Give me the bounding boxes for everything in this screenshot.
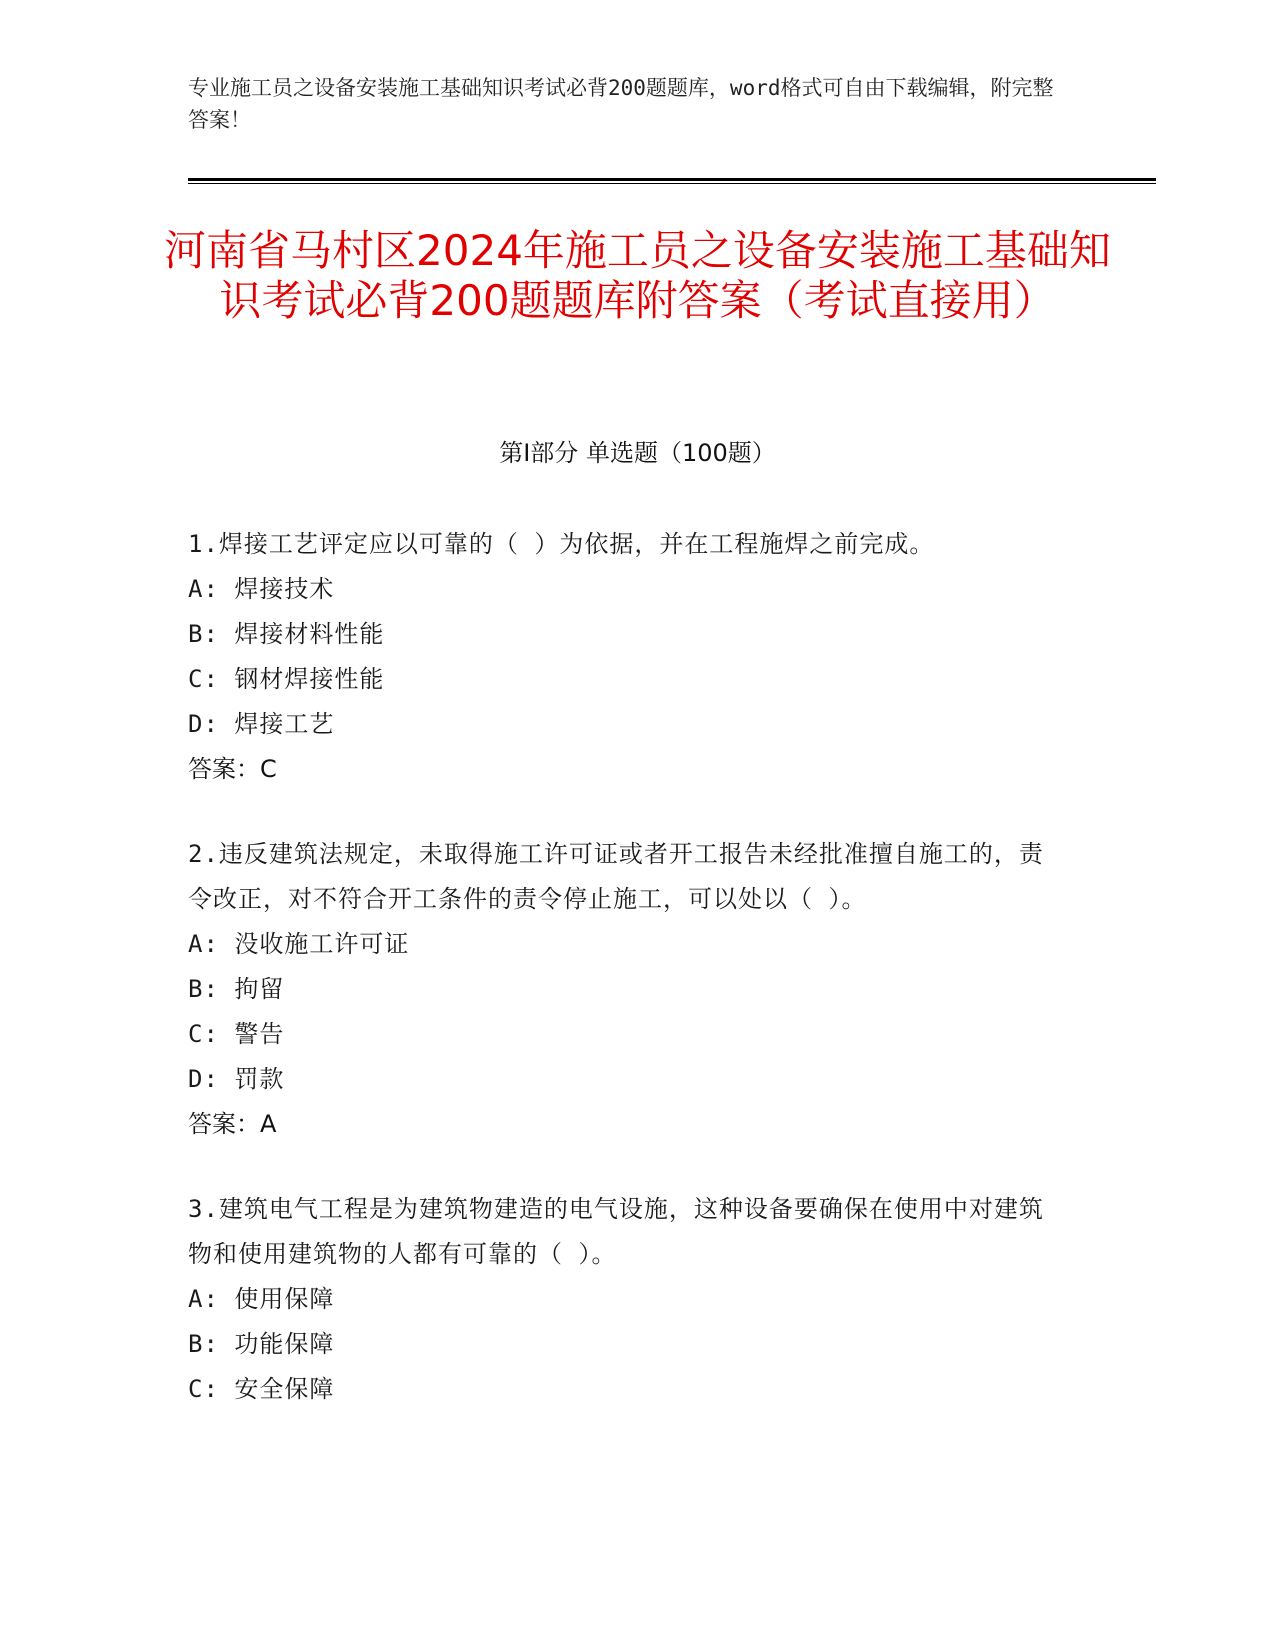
header-divider-thin xyxy=(188,183,1156,184)
question-3 xyxy=(188,1187,1068,1412)
option-c: C: 安全保障 xyxy=(188,1375,335,1403)
question-2 xyxy=(188,832,1068,1147)
header-note: 专业施工员之设备安装施工基础知识考试必背200题题库，word格式可自由下载编辑，附完整答案！ xyxy=(188,76,1054,132)
option-d: D: 罚款 xyxy=(188,1065,285,1093)
option-d: D: 焊接工艺 xyxy=(188,710,335,738)
option-a: A: 使用保障 xyxy=(188,1285,335,1313)
option-c: C: 警告 xyxy=(188,1020,285,1048)
question-list xyxy=(188,522,1068,1452)
section-heading: 第Ⅰ部分 单选题（100题） xyxy=(499,439,776,467)
question-stem: 1.焊接工艺评定应以可靠的（ ）为依据，并在工程施焊之前完成。 xyxy=(188,530,935,558)
header-divider-thick xyxy=(188,178,1156,181)
option-a: A: 没收施工许可证 xyxy=(188,930,410,958)
option-b: B: 功能保障 xyxy=(188,1330,335,1358)
question-1 xyxy=(188,522,1068,792)
question-stem: 2.违反建筑法规定，未取得施工许可证或者开工报告未经批准擅自施工的，责令改正，对不符合开工条件的责令停止施工，可以处以（ ）。 xyxy=(188,840,1044,913)
answer: 答案：C xyxy=(188,755,277,783)
document-title: 河南省马村区2024年施工员之设备安装施工基础知识考试必背200题题库附答案（考试直接用） xyxy=(164,226,1111,325)
question-stem: 3.建筑电气工程是为建筑物建造的电气设施，这种设备要确保在使用中对建筑物和使用建筑物的人都有可靠的（ ）。 xyxy=(188,1195,1044,1268)
option-b: B: 拘留 xyxy=(188,975,285,1003)
option-a: A: 焊接技术 xyxy=(188,575,335,603)
option-c: C: 钢材焊接性能 xyxy=(188,665,385,693)
option-b: B: 焊接材料性能 xyxy=(188,620,385,648)
answer: 答案：A xyxy=(188,1110,277,1138)
